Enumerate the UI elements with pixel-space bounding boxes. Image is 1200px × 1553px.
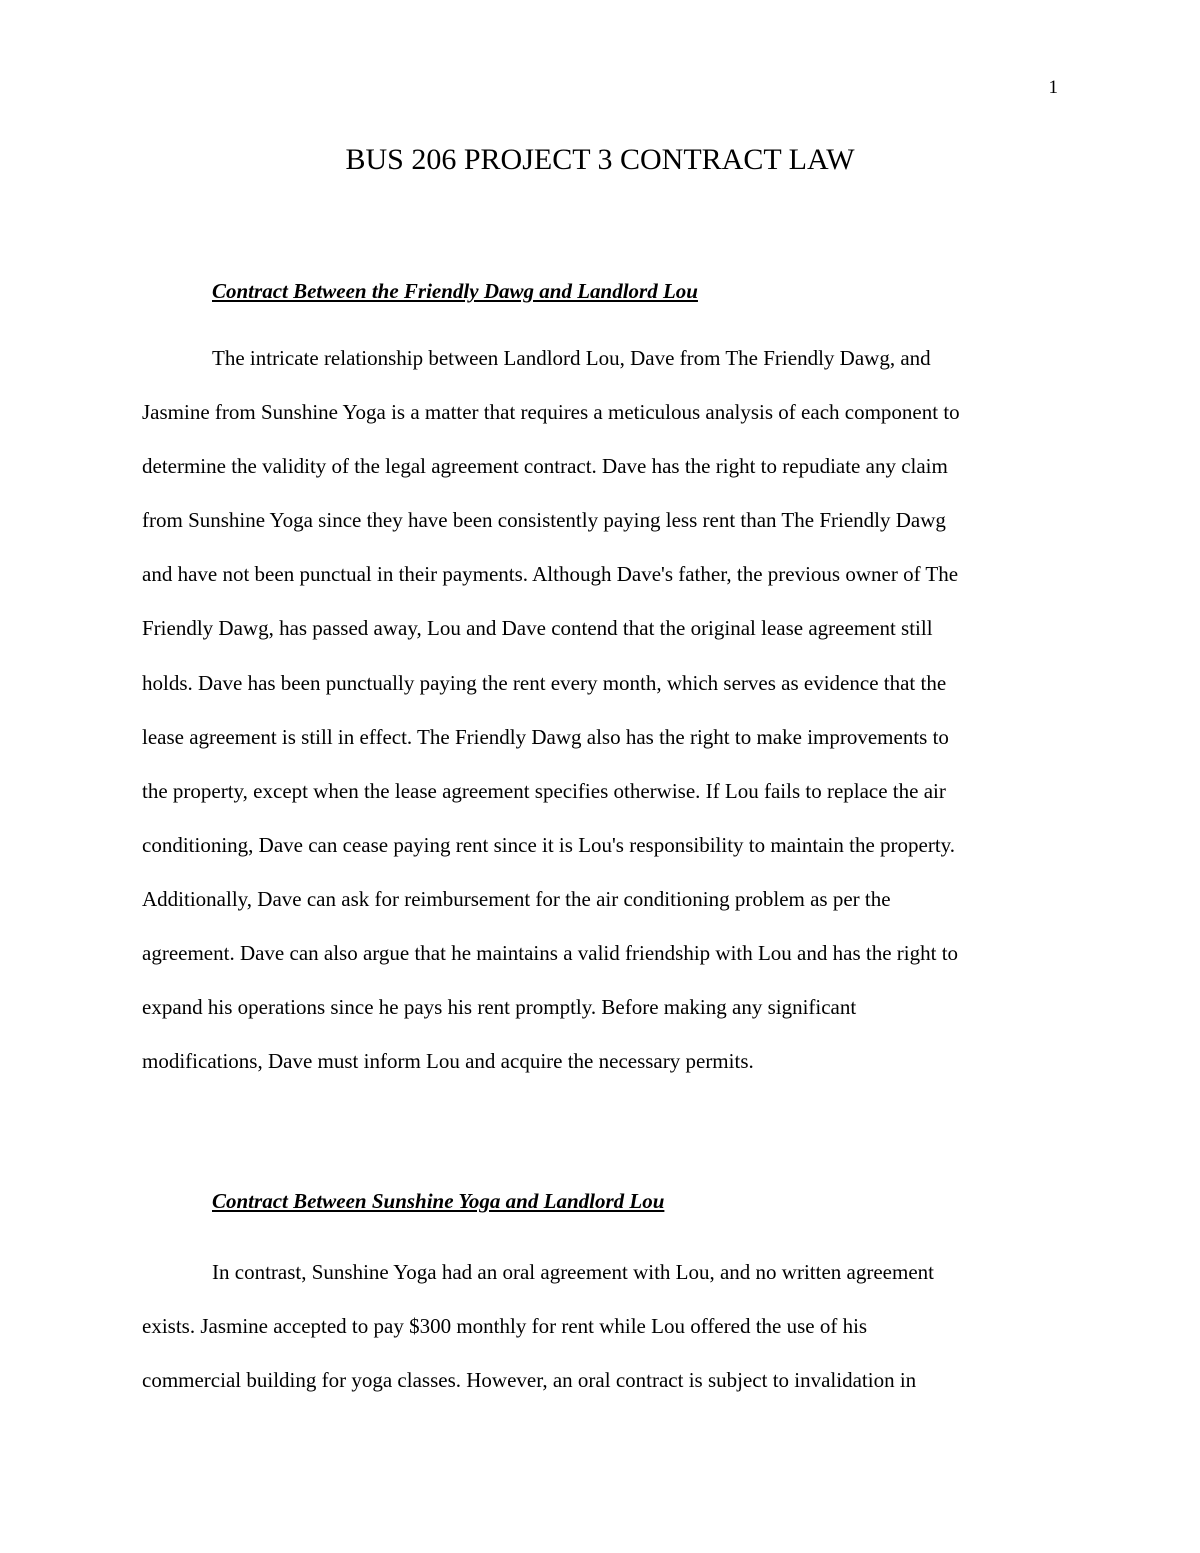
text-line: and have not been punctual in their payments. Although Dave's father, the previous owner of The: [142, 562, 959, 587]
text-line: expand his operations since he pays his rent promptly. Before making any significant: [142, 995, 857, 1020]
paragraph-sunshine-yoga: [142, 1245, 1062, 1407]
text-line: exists. Jasmine accepted to pay $300 monthly for rent while Lou offered the use of his: [142, 1314, 868, 1339]
text-line: modifications, Dave must inform Lou and acquire the necessary permits.: [142, 1049, 754, 1074]
text-line: commercial building for yoga classes. However, an oral contract is subject to invalidation in: [142, 1368, 917, 1393]
text-line: Jasmine from Sunshine Yoga is a matter that requires a meticulous analysis of each component to: [142, 400, 960, 425]
text-line: from Sunshine Yoga since they have been consistently paying less rent than The Friendly Dawg: [142, 508, 946, 533]
section-heading-sunshine-yoga: Contract Between Sunshine Yoga and Landlord Lou: [212, 1189, 665, 1213]
text-line: The intricate relationship between Landlord Lou, Dave from The Friendly Dawg, and: [212, 346, 931, 370]
document-title: BUS 206 PROJECT 3 CONTRACT LAW: [345, 143, 855, 176]
text-line: In contrast, Sunshine Yoga had an oral agreement with Lou, and no written agreement: [212, 1260, 934, 1284]
paragraph-friendly-dawg: [142, 331, 1062, 1088]
section-heading-friendly-dawg: Contract Between the Friendly Dawg and Landlord Lou: [212, 279, 698, 303]
text-line: conditioning, Dave can cease paying rent since it is Lou's responsibility to maintain the property.: [142, 832, 956, 857]
text-line: Additionally, Dave can ask for reimbursement for the air conditioning problem as per the: [142, 886, 891, 911]
text-line: Friendly Dawg, has passed away, Lou and Dave contend that the original lease agreement still: [142, 616, 933, 641]
text-line: holds. Dave has been punctually paying the rent every month, which serves as evidence that the: [142, 670, 947, 695]
text-line: lease agreement is still in effect. The Friendly Dawg also has the right to make improvements to: [142, 724, 949, 749]
text-line: the property, except when the lease agreement specifies otherwise. If Lou fails to replace the air: [142, 778, 946, 803]
text-line: agreement. Dave can also argue that he maintains a valid friendship with Lou and has the right to: [142, 941, 959, 966]
page-number: 1: [1048, 77, 1058, 98]
text-line: determine the validity of the legal agreement contract. Dave has the right to repudiate any claim: [142, 454, 948, 479]
